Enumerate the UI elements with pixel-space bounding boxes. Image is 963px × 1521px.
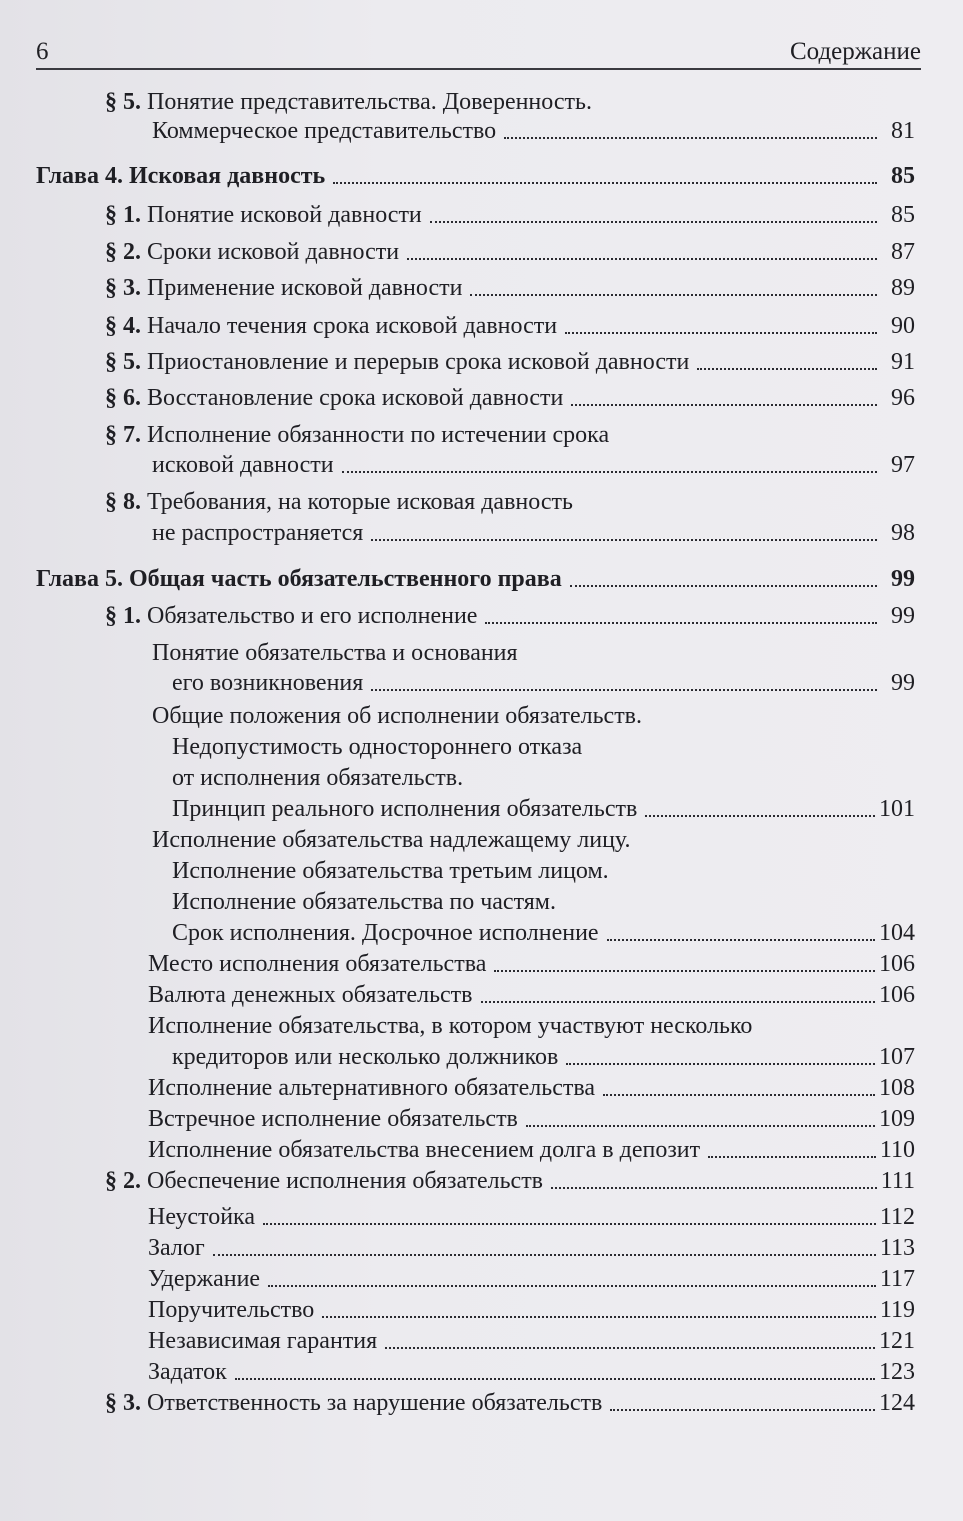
toc-entry-label xyxy=(152,115,496,147)
toc-page-number: 112 xyxy=(879,1204,915,1230)
toc-entry-text: Требования, на которые исковая давность xyxy=(147,489,573,515)
toc-entry-label xyxy=(148,1294,314,1326)
toc-entry xyxy=(148,1103,915,1135)
toc-entry xyxy=(152,115,915,147)
toc-entry-text: Глава 5. Общая часть обязательственного права xyxy=(36,566,562,592)
toc-entry-label xyxy=(148,1232,205,1264)
toc-entry-text: Удержание xyxy=(148,1266,261,1292)
toc-entry xyxy=(148,979,915,1011)
toc-entry-text: Обязательство и его исполнение xyxy=(147,603,478,629)
toc-entry-text: от исполнения обязательств. xyxy=(172,765,464,791)
toc-entry-label xyxy=(172,667,363,699)
toc-entry-label xyxy=(152,517,363,549)
toc-page-number: 107 xyxy=(879,1044,915,1070)
dot-leader xyxy=(526,1124,875,1127)
dot-leader xyxy=(708,1155,876,1158)
toc-entry xyxy=(172,917,915,949)
toc-entry xyxy=(148,1134,915,1166)
toc-entry-label xyxy=(105,86,592,118)
toc-entry-text: Задаток xyxy=(148,1359,227,1385)
toc-page-number: 104 xyxy=(879,920,915,946)
toc-entry-text: Глава 4. Исковая давность xyxy=(36,163,326,189)
toc-entry-label xyxy=(105,346,689,378)
dot-leader xyxy=(430,220,877,223)
dot-leader xyxy=(485,621,877,624)
toc-entry xyxy=(172,667,915,699)
toc-entry-text: Восстановление срока исковой давности xyxy=(147,385,564,411)
dot-leader xyxy=(235,1377,875,1380)
dot-leader xyxy=(371,538,877,541)
toc-page-number: 87 xyxy=(891,239,915,265)
toc-entry-text: Понятие исковой давности xyxy=(147,202,422,228)
toc-entry xyxy=(148,1294,915,1326)
toc-entry-text: Исполнение обязательства надлежащему лицу. xyxy=(152,827,631,853)
toc-entry-text: Недопустимость одностороннего отказа xyxy=(172,734,583,760)
toc-page-number: 90 xyxy=(891,313,915,339)
section-number: § 1. xyxy=(105,202,141,228)
toc-page-number: 124 xyxy=(879,1390,915,1416)
toc-page-number: 89 xyxy=(891,275,915,301)
toc-entry-text: Исполнение обязательства по частям. xyxy=(172,889,556,915)
toc-entry-text: Сроки исковой давности xyxy=(147,239,400,265)
toc-entry-label xyxy=(152,824,631,856)
dot-leader xyxy=(610,1408,875,1411)
toc-page-number: 106 xyxy=(879,951,915,977)
toc-entry-label xyxy=(148,1103,518,1135)
dot-leader xyxy=(213,1253,876,1256)
dot-leader xyxy=(385,1346,875,1349)
toc-entry xyxy=(105,236,915,268)
toc-entry xyxy=(105,272,915,304)
toc-page-number: 98 xyxy=(891,520,915,546)
toc-entry-label xyxy=(148,1201,255,1233)
toc-entry-label xyxy=(172,917,599,949)
section-number: § 2. xyxy=(105,239,141,265)
toc-entry-text: исковой давности xyxy=(152,452,334,478)
dot-leader xyxy=(263,1222,876,1225)
toc-entry xyxy=(105,600,915,632)
toc-entry-text: Понятие представительства. Доверенность. xyxy=(147,89,592,115)
section-number: § 7. xyxy=(105,422,141,448)
page-number: 6 xyxy=(36,38,49,65)
running-header xyxy=(36,32,921,70)
toc-page-number: 91 xyxy=(891,349,915,375)
toc-page-number: 119 xyxy=(879,1297,915,1323)
toc-entry-label xyxy=(172,886,556,918)
section-number: § 2. xyxy=(105,1168,141,1194)
toc-page-number: 109 xyxy=(879,1106,915,1132)
toc-entry-label xyxy=(105,199,422,231)
toc-entry xyxy=(148,1263,915,1295)
toc-entry-label xyxy=(148,1325,377,1357)
toc-entry xyxy=(152,700,963,732)
dot-leader xyxy=(697,367,877,370)
toc-entry-label xyxy=(105,486,573,518)
toc-entry-text: Исполнение обязательства, в котором участвуют несколько xyxy=(148,1013,753,1039)
toc-entry-label xyxy=(105,419,609,451)
toc-entry-text: Поручительство xyxy=(148,1297,315,1323)
toc-entry-label xyxy=(172,855,609,887)
toc-entry-text: Коммерческое представительство xyxy=(152,118,497,144)
toc-entry-text: Исполнение обязательства внесением долга в депозит xyxy=(148,1137,701,1163)
toc-entry-text: Общие положения об исполнении обязательств. xyxy=(152,703,643,729)
dot-leader xyxy=(322,1315,876,1318)
toc-entry-text: Исполнение обязательства третьим лицом. xyxy=(172,858,609,884)
toc-entry-label xyxy=(105,310,557,342)
toc-entry xyxy=(148,1356,915,1388)
dot-leader xyxy=(566,1062,875,1065)
toc-entry xyxy=(148,948,915,980)
dot-leader xyxy=(603,1093,875,1096)
dot-leader xyxy=(565,331,877,334)
toc-entry-text: Исполнение альтернативного обязательства xyxy=(148,1075,595,1101)
toc-entry xyxy=(148,1232,915,1264)
section-number: § 5. xyxy=(105,349,141,375)
toc-entry xyxy=(172,731,963,763)
toc-entry-text: Приостановление и перерыв срока исковой давности xyxy=(147,349,690,375)
toc-entry xyxy=(105,1387,915,1419)
toc-page-number: 85 xyxy=(891,202,915,228)
toc-entry-label xyxy=(148,1010,752,1042)
toc-entry-label xyxy=(105,600,477,632)
toc-page-number: 111 xyxy=(880,1168,915,1194)
dot-leader xyxy=(333,181,877,184)
toc-page-number: 96 xyxy=(891,385,915,411)
toc-entry-text: Понятие обязательства и основания xyxy=(152,640,518,666)
toc-entry xyxy=(172,793,915,825)
toc-entry-text: Место исполнения обязательства xyxy=(148,951,487,977)
toc-entry-text: Валюта денежных обязательств xyxy=(148,982,473,1008)
toc-entry xyxy=(105,310,915,342)
dot-leader xyxy=(504,136,877,139)
toc-page-number: 113 xyxy=(879,1235,915,1261)
toc-entry xyxy=(105,346,915,378)
toc-page-number: 106 xyxy=(879,982,915,1008)
toc-entry-label xyxy=(148,1134,700,1166)
dot-leader xyxy=(470,293,877,296)
dot-leader xyxy=(607,938,875,941)
toc-entry-label xyxy=(148,1072,595,1104)
toc-entry-label xyxy=(172,1041,558,1073)
toc-entry-label xyxy=(152,637,518,669)
toc-entry xyxy=(105,199,915,231)
dot-leader xyxy=(570,584,877,587)
toc-page-number: 117 xyxy=(879,1266,915,1292)
section-number: § 1. xyxy=(105,603,141,629)
toc-entry-label xyxy=(36,160,325,192)
dot-leader xyxy=(481,1000,875,1003)
toc-entry xyxy=(105,86,963,118)
toc-entry xyxy=(105,419,963,451)
toc-chapter-entry xyxy=(36,160,915,192)
toc-entry-text: Принцип реального исполнения обязательств xyxy=(172,796,638,822)
toc-entry-text: Начало течения срока исковой давности xyxy=(147,313,558,339)
toc-entry xyxy=(105,486,963,518)
toc-entry xyxy=(152,824,963,856)
section-number: § 3. xyxy=(105,1390,141,1416)
toc-entry xyxy=(148,1072,915,1104)
toc-chapter-entry xyxy=(36,563,915,595)
toc-entry xyxy=(148,1010,963,1042)
dot-leader xyxy=(571,403,877,406)
toc-entry-label xyxy=(172,731,582,763)
dot-leader xyxy=(494,969,875,972)
dot-leader xyxy=(551,1186,877,1189)
toc-page-number: 99 xyxy=(891,670,915,696)
toc-entry-text: Неустойка xyxy=(148,1204,256,1230)
toc-page-number: 108 xyxy=(879,1075,915,1101)
toc-entry-label xyxy=(152,449,334,481)
section-number: § 5. xyxy=(105,89,141,115)
toc-entry xyxy=(148,1325,915,1357)
toc-page-number: 101 xyxy=(879,796,915,822)
dot-leader xyxy=(371,688,877,691)
toc-page-number: 99 xyxy=(891,566,915,592)
toc-entry-text: Применение исковой давности xyxy=(147,275,463,301)
toc-entry xyxy=(105,1165,915,1197)
toc-entry-text: кредиторов или несколько должников xyxy=(172,1044,559,1070)
toc-entry-label xyxy=(105,272,462,304)
toc-entry-label xyxy=(105,1165,543,1197)
toc-entry-text: Ответственность за нарушение обязательств xyxy=(147,1390,603,1416)
toc-entry-text: Независимая гарантия xyxy=(148,1328,378,1354)
toc-page-number: 123 xyxy=(879,1359,915,1385)
toc-entry-label xyxy=(148,1356,227,1388)
toc-page-number: 97 xyxy=(891,452,915,478)
dot-leader xyxy=(342,470,877,473)
section-number: § 3. xyxy=(105,275,141,301)
toc-entry-text: Исполнение обязанности по истечении срока xyxy=(147,422,610,448)
toc-entry-label xyxy=(105,1387,602,1419)
toc-entry-label xyxy=(36,563,562,595)
toc-entry-label xyxy=(172,762,463,794)
toc-page-number: 85 xyxy=(891,163,915,189)
toc-entry-text: Срок исполнения. Досрочное исполнение xyxy=(172,920,599,946)
section-number: § 8. xyxy=(105,489,141,515)
toc-entry-text: Обеспечение исполнения обязательств xyxy=(147,1168,544,1194)
toc-entry xyxy=(152,449,915,481)
toc-entry-label xyxy=(148,979,473,1011)
toc-entry-label xyxy=(148,948,486,980)
toc-entry xyxy=(172,855,963,887)
dot-leader xyxy=(645,814,875,817)
toc-entry-text: Залог xyxy=(148,1235,205,1261)
toc-entry-label xyxy=(152,700,642,732)
toc-entry-label xyxy=(172,793,637,825)
toc-entry-label xyxy=(148,1263,260,1295)
toc-entry xyxy=(172,1041,915,1073)
toc-page-number: 110 xyxy=(879,1137,915,1163)
toc-entry xyxy=(152,517,915,549)
toc-page-number: 121 xyxy=(879,1328,915,1354)
dot-leader xyxy=(268,1284,876,1287)
toc-entry xyxy=(148,1201,915,1233)
toc-entry xyxy=(172,762,963,794)
running-title: Содержание xyxy=(790,38,921,65)
toc-entry-label xyxy=(105,236,399,268)
toc-entry xyxy=(105,382,915,414)
toc-page-number: 99 xyxy=(891,603,915,629)
toc-entry-text: не распространяется xyxy=(152,520,364,546)
section-number: § 4. xyxy=(105,313,141,339)
section-number: § 6. xyxy=(105,385,141,411)
toc-entry-label xyxy=(105,382,563,414)
toc-entry xyxy=(152,637,963,669)
toc-page-number: 81 xyxy=(891,118,915,144)
toc-entry xyxy=(172,886,963,918)
toc-entry-text: Встречное исполнение обязательств xyxy=(148,1106,518,1132)
toc-entry-text: его возникновения xyxy=(172,670,364,696)
dot-leader xyxy=(407,257,877,260)
